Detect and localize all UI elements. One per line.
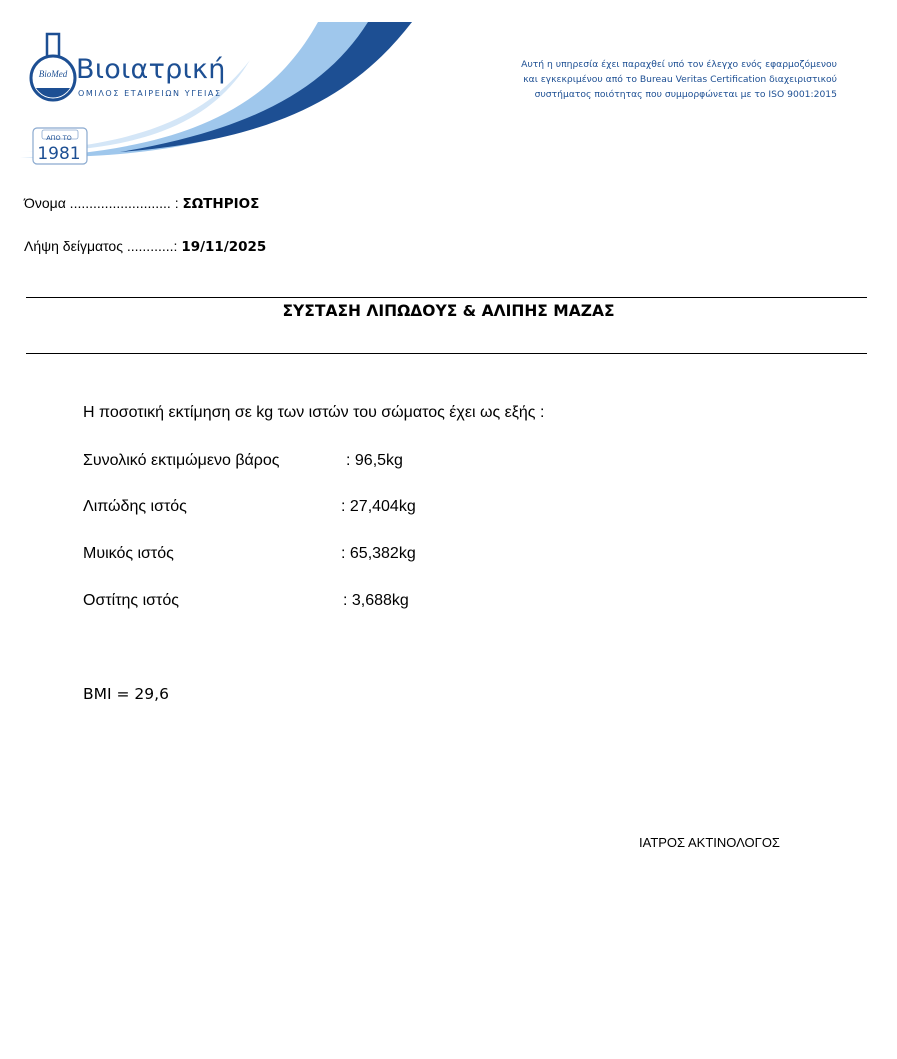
certification-line: συστήματος ποιότητας που συμμορφώνεται με το ISO 9001:2015 xyxy=(534,89,837,100)
patient-name-row xyxy=(24,195,259,212)
certification-line: Αυτή η υπηρεσία έχει παραχθεί υπό τον έλεγχο ενός εφαρμοζόμενου xyxy=(521,59,837,70)
logo-name: Βιοιατρική xyxy=(76,54,226,85)
fat-tissue-value: : 27,404kg xyxy=(341,498,416,515)
bone-tissue-value: : 3,688kg xyxy=(343,592,409,609)
bmi-value: BMI = 29,6 xyxy=(83,685,169,703)
signature-title: ΙΑΤΡΟΣ ΑΚΤΙΝΟΛΟΓΟΣ xyxy=(639,835,780,850)
sample-date-row xyxy=(24,238,266,255)
report-intro: Η ποσοτική εκτίμηση σε kg των ιστών του σώματος έχει ως εξής : xyxy=(83,404,545,421)
patient-name-label: Όνομα .......................... : xyxy=(24,195,179,211)
title-rule-top xyxy=(26,297,867,298)
sample-date-label: Λήψη δείγματος ............: xyxy=(24,238,178,254)
flask-logo-icon xyxy=(28,32,78,112)
badge-year: 1981 xyxy=(37,144,81,164)
logo-subtitle: ΟΜΙΛΟΣ ΕΤΑΙΡΕΙΩΝ ΥΓΕΙΑΣ xyxy=(78,89,222,98)
title-rule-bottom xyxy=(26,353,867,354)
total-weight-label: Συνολικό εκτιμώμενο βάρος xyxy=(83,452,280,469)
patient-name-value: ΣΩΤΗΡΙΟΣ xyxy=(182,196,260,212)
report-title: ΣΥΣΤΑΣΗ ΛΙΠΩΔΟΥΣ & ΑΛΙΠΗΣ ΜΑΖΑΣ xyxy=(282,302,615,320)
certification-note xyxy=(440,57,837,102)
total-weight-value: : 96,5kg xyxy=(346,452,403,469)
muscle-tissue-value: : 65,382kg xyxy=(341,545,416,562)
badge-label: ΑΠΟ ΤΟ xyxy=(46,134,72,142)
certification-line: και εγκεκριμένου από το Bureau Veritas Certification διαχειριστικού xyxy=(523,74,837,85)
fat-tissue-label: Λιπώδης ιστός xyxy=(83,498,187,515)
report-header xyxy=(0,0,897,180)
svg-text:BioMed: BioMed xyxy=(38,69,68,79)
muscle-tissue-label: Μυικός ιστός xyxy=(83,545,174,562)
bone-tissue-label: Οστίτης ιστός xyxy=(83,592,179,609)
sample-date-value: 19/11/2025 xyxy=(181,239,267,255)
